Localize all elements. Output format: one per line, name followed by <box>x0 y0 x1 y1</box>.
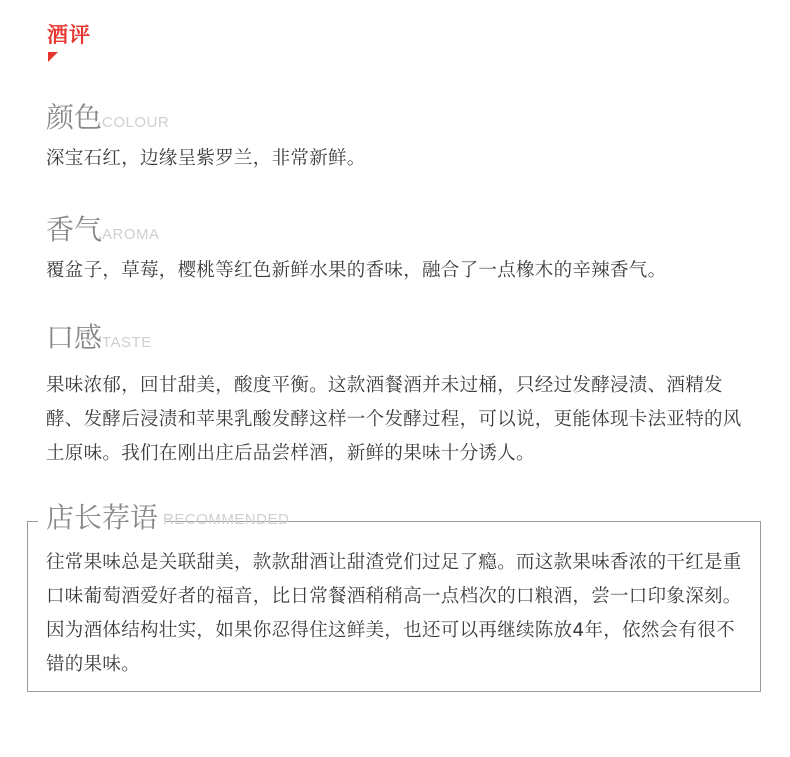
colour-heading-en: COLOUR <box>102 114 170 131</box>
taste-heading <box>46 320 746 356</box>
aroma-section <box>46 212 746 288</box>
colour-text: 深宝石红，边缘呈紫罗兰，非常新鲜。 <box>46 148 366 169</box>
recommended-text: 往常果味总是关联甜美，款款甜酒让甜渣党们过足了瘾。而这款果味香浓的干红是重口味葡萄酒爱好者的福音，比日常餐酒稍稍高一点档次的口粮酒，尝一口印象深刻。因为酒体结构壮实，如果你忍得住这鲜美，也还可以再继续陈放4年，依然会有很不错的果味。 <box>46 552 742 675</box>
aroma-heading <box>46 212 746 248</box>
aroma-heading-cn: 香气 <box>46 213 103 246</box>
recommended-heading-cn: 店长荐语 <box>46 501 159 534</box>
taste-text: 果味浓郁，回甘甜美，酸度平衡。这款酒餐酒并未过桶，只经过发酵浸渍、酒精发酵、发酵后浸渍和苹果乳酸发酵这样一个发酵过程，可以说，更能体现卡法亚特的风土原味。我们在刚出庄后品尝样酒，新鲜的果味十分诱人。 <box>46 375 742 464</box>
colour-heading-cn: 颜色 <box>46 101 103 134</box>
recommended-heading-en: RECOMMENDED <box>163 511 290 528</box>
taste-heading-en: TASTE <box>102 334 152 351</box>
taste-section <box>46 320 746 471</box>
colour-section <box>46 100 746 176</box>
aroma-text: 覆盆子，草莓，樱桃等红色新鲜水果的香味，融合了一点橡木的辛辣香气。 <box>46 260 667 281</box>
taste-heading-cn: 口感 <box>46 321 103 354</box>
page-title: 酒评 <box>47 23 91 47</box>
colour-heading <box>46 100 746 136</box>
recommended-heading <box>38 500 290 536</box>
title-corner-marker-icon <box>48 52 58 62</box>
aroma-heading-en: AROMA <box>102 226 160 243</box>
